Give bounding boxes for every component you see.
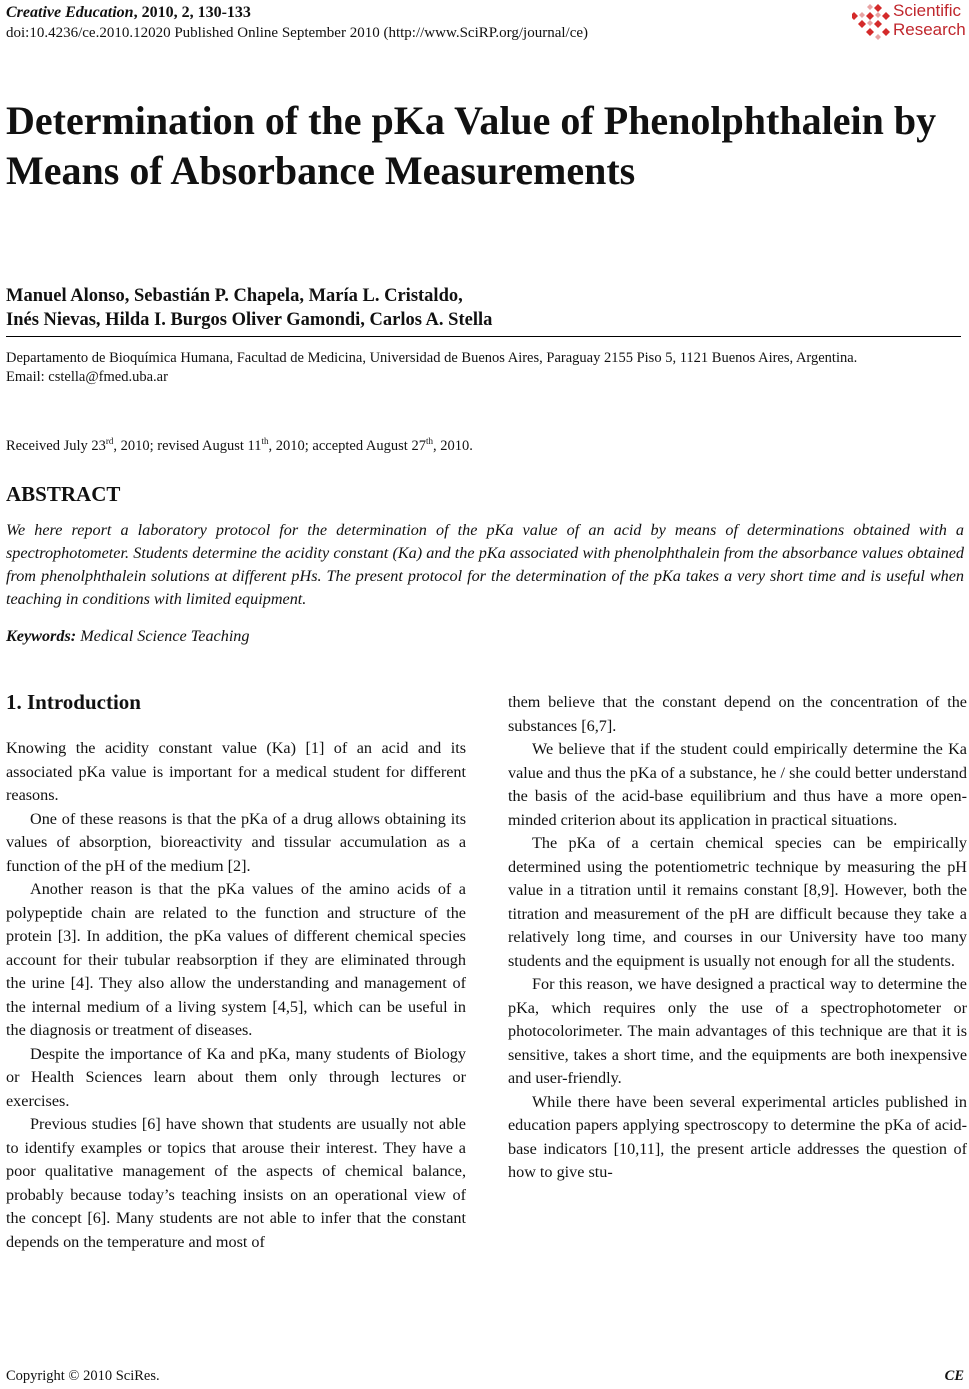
section-heading: 1. Introduction <box>6 690 141 714</box>
author-line-2: Inés Nievas, Hilda I. Burgos Oliver Gamondi, Carlos A. Stella <box>6 310 493 330</box>
author-line-1: Manuel Alonso, Sebastián P. Chapela, María L. Cristaldo, <box>6 286 463 306</box>
journal-citation <box>6 4 251 22</box>
email: Email: cstella@fmed.uba.ar <box>6 369 168 385</box>
paragraph: them believe that the constant depend on the concentration of the substances [6,7]. <box>508 693 967 735</box>
paragraph: Previous studies [6] have shown that students are usually not able to identify examples or topics that arouse their interest. They have a poor qualitative management of the aspects of chemical balance, probably because today’s teaching insists on an operational view of the concept [6]. Many students are not able to infer that the constant depends on the temperature and most of <box>6 1115 466 1251</box>
paragraph: The pKa of a certain chemical species can be empirically determined using the potentiometric technique by measuring the pH value in a titration until it remains constant [8,9]. However, both the titration and measurement of the pH are difficult because they take a relatively long time, and courses in our University have too many students and the equipment is usually not enough for all the students. <box>508 834 967 970</box>
affiliation-block <box>6 349 956 387</box>
paper-title: Determination of the pKa Value of Phenolphthalein by Means of Absorbance Measurements <box>6 98 937 193</box>
logo-line-1: Scientific <box>893 1 962 20</box>
right-column <box>508 691 967 1185</box>
paragraph: Despite the importance of Ka and pKa, many students of Biology or Health Sciences learn about them only through lectures or exercises. <box>6 1044 466 1110</box>
received-sup: rd <box>105 436 114 446</box>
publisher-logo-text <box>893 1 966 39</box>
author-list <box>6 284 946 332</box>
paragraph: For this reason, we have designed a practical way to determine the pKa, which requires only the use of a spectrophotometer or photocolorimeter. The main advantages of this technique are that it is sensitive, takes a short time, and the equipments are both inexpensive and user-friendly. <box>508 975 967 1087</box>
footer-journal: CE <box>944 1368 964 1384</box>
received-part: Received July 23 <box>6 437 106 454</box>
logo-line-2: Research <box>893 20 966 39</box>
affiliation: Departamento de Bioquímica Humana, Facultad de Medicina, Universidad de Buenos Aires, Paraguay 2155 Piso 5, 1121 Buenos Aires, Argentina. <box>6 350 858 366</box>
paragraph: Another reason is that the pKa values of the amino acids of a polypeptide chain are related to the function and structure of the protein [3]. In addition, the pKa values of different chemical species account for their tubular reabsorption if they are eliminated through the urine [4]. They also allow the understanding and management of the internal medium of a living system [4,5], which can be useful in the diagnosis or treatment of diseases. <box>6 880 466 1039</box>
abstract-heading: ABSTRACT <box>6 482 121 506</box>
journal-name: Creative Education <box>6 4 134 21</box>
journal-volume: , 2010, 2, 130-133 <box>133 4 251 21</box>
paragraph: One of these reasons is that the pKa of a drug allows obtaining its values of absorption, bioreactivity and tissular accumulation as a function of the pH of the medium [2]. <box>6 809 466 875</box>
revised-sup: th <box>261 436 269 446</box>
revised-part: , 2010; revised August 11 <box>113 437 262 454</box>
keywords-label: Keywords <box>6 627 71 645</box>
paragraph: We believe that if the student could empirically determine the Ka value and thus the pKa of a substance, he / she could better understand the basis of the acid-base equilibrium and thus have a more open-minded criterion about its application in practical situations. <box>508 740 967 829</box>
accepted-part: , 2010; accepted August 27 <box>268 437 426 454</box>
received-dates <box>6 432 956 456</box>
received-end: , 2010. <box>432 437 473 454</box>
paragraph: Knowing the acidity constant value (Ka) [1] of an acid and its associated pKa value is important for a medical student for different reasons. <box>6 739 466 804</box>
left-column <box>6 737 466 1254</box>
doi-line: doi:10.4236/ce.2010.12020 Published Online September 2010 (http://www.SciRP.org/journal/ce) <box>6 25 589 41</box>
abstract-text: We here report a laboratory protocol for the determination of the pKa value of an acid by means of determinations obtained with a spectrophotometer. Students determine the acidity constant (Ka) and the pKa associated with phenolphthalein from the absorbance values obtained from phenolphthalein solutions at different pHs. The present protocol for the determination of the pKa takes a very short time and is useful when teaching in conditions with limited equipment. <box>6 521 964 608</box>
keywords-value: Medical Science Teaching <box>80 627 250 645</box>
footer-copyright: Copyright © 2010 SciRes. <box>6 1368 160 1384</box>
publisher-logo-icon <box>852 2 892 42</box>
header-divider <box>6 336 961 337</box>
accepted-sup: th <box>425 436 433 446</box>
keywords: Keywords: Medical Science Teaching <box>6 627 250 645</box>
paragraph: While there have been several experimental articles published in education papers applying spectroscopy to determine the pKa of acid-base indicators [10,11], the present article addresses the question of how to give stu- <box>508 1092 967 1181</box>
